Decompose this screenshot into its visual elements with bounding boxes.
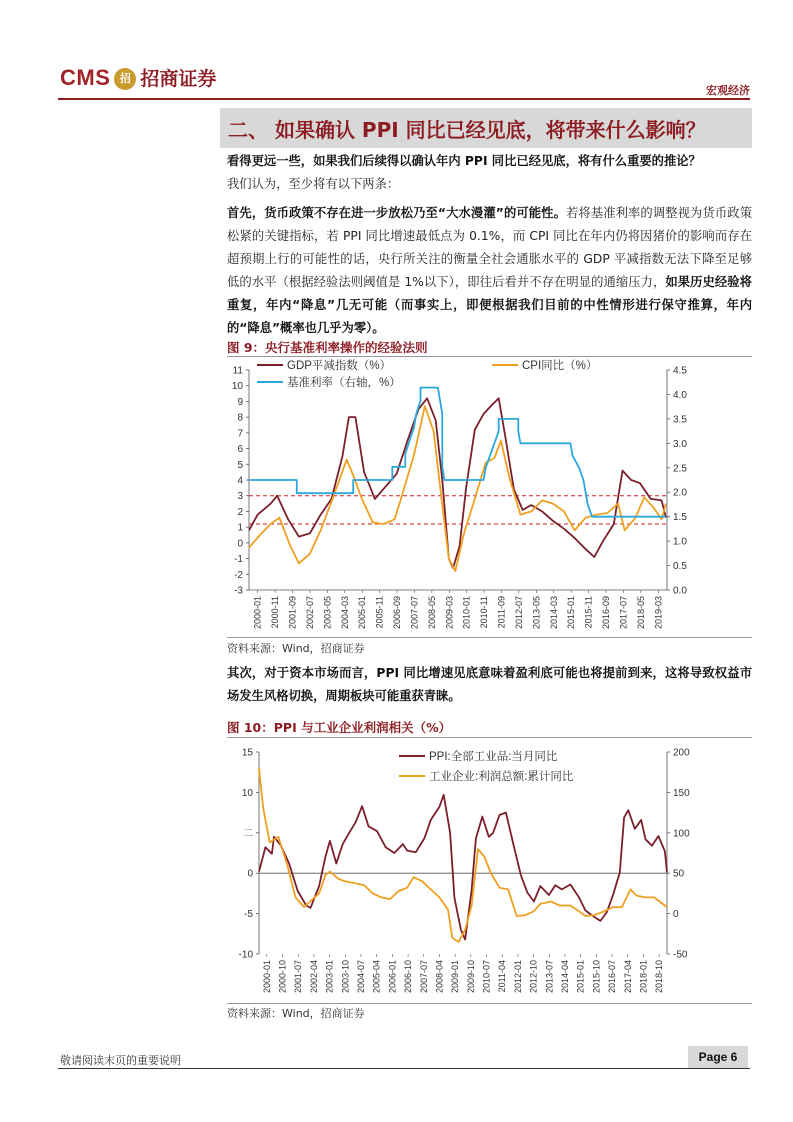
x-tick-label: 2000-01 xyxy=(261,960,272,994)
x-tick-label: 2005-01 xyxy=(357,596,368,630)
x-tick-label: 2001-07 xyxy=(293,960,304,994)
p2-bold2: 如果历史经验将重复，年内“降息”几无可能（而事实上，即便根据我们目前的中性情形进行保守推算，年内的“降息”概率也几乎为零）。 xyxy=(227,275,752,335)
x-tick-label: 2003-05 xyxy=(322,596,333,630)
left-tick-label: 0 xyxy=(247,868,253,880)
fig10-title: 图 10：PPI 与工业企业利润相关（%） xyxy=(227,720,452,735)
left-tick-label: 11 xyxy=(232,365,243,377)
legend-label: CPI同比（%） xyxy=(522,360,598,372)
right-tick-label: 150 xyxy=(673,787,690,799)
x-tick-label: 2007-07 xyxy=(418,960,429,994)
x-tick-label: 2018-10 xyxy=(654,960,665,994)
left-tick-label: 10 xyxy=(241,787,253,799)
x-tick-label: 2012-07 xyxy=(513,596,524,630)
right-tick-label: 0.0 xyxy=(673,585,687,597)
x-tick-label: 2016-07 xyxy=(607,960,618,994)
series-line xyxy=(249,388,666,517)
x-tick-label: 2015-01 xyxy=(575,960,586,994)
right-tick-label: 200 xyxy=(673,747,690,759)
left-tick-label: 4 xyxy=(237,475,243,487)
right-tick-label: 0.5 xyxy=(673,561,687,573)
series-line xyxy=(259,795,667,940)
right-tick-label: 100 xyxy=(673,828,690,840)
fig9-top-rule xyxy=(227,356,752,357)
x-tick-label: 2015-01 xyxy=(566,596,577,630)
section-title: 二、 如果确认 PPI 同比已经见底，将带来什么影响？ xyxy=(228,118,706,142)
right-tick-label: 1.0 xyxy=(673,536,687,548)
x-tick-label: 2000-10 xyxy=(277,960,288,994)
x-tick-label: 2009-03 xyxy=(444,596,455,630)
left-tick-label: 15 xyxy=(241,747,253,759)
x-tick-label: 2010-01 xyxy=(461,596,472,630)
left-tick-label: -3 xyxy=(234,585,243,597)
right-tick-label: 2.5 xyxy=(673,463,687,475)
company-logo xyxy=(60,64,216,91)
x-tick-label: 2019-03 xyxy=(653,596,664,630)
p1-rest: 我们认为，至少将有以下两条： xyxy=(227,177,400,191)
paragraph-3 xyxy=(227,662,752,708)
x-tick-label: 2008-04 xyxy=(434,960,445,994)
legend-label: GDP平减指数（%） xyxy=(287,360,392,372)
left-tick-label: -5 xyxy=(244,909,253,921)
right-tick-label: 2.0 xyxy=(673,487,687,499)
x-tick-label: 2011-09 xyxy=(496,596,507,629)
right-tick-label: -50 xyxy=(673,949,688,961)
footer-disclaimer: 敬请阅读末页的重要说明 xyxy=(60,1054,181,1067)
series-line xyxy=(249,406,666,571)
fig9-chart xyxy=(227,358,752,636)
x-tick-label: 2009-10 xyxy=(465,960,476,994)
header-divider xyxy=(58,98,750,100)
left-tick-label: 6 xyxy=(237,444,243,456)
x-tick-label: 2003-10 xyxy=(340,960,351,994)
x-tick-label: 2011-04 xyxy=(497,960,508,993)
left-tick-label: 2 xyxy=(237,506,243,518)
p1-bold: 看得更远一些，如果我们后续得以确认年内 PPI 同比已经见底，将有什么重要的推论？ xyxy=(227,154,701,168)
section-title-box xyxy=(220,108,752,148)
x-tick-label: 2013-07 xyxy=(544,960,555,994)
logo-text: CMS xyxy=(60,65,111,90)
logo-cn-text: 招商证券 xyxy=(140,68,217,90)
x-tick-label: 2006-10 xyxy=(403,960,414,994)
left-tick-label: 0 xyxy=(237,538,243,550)
x-tick-label: 2006-01 xyxy=(387,960,398,994)
left-tick-label: -2 xyxy=(234,569,243,581)
paragraph-1 xyxy=(227,150,752,196)
legend-label: 基准利率（右轴，%） xyxy=(287,377,401,389)
x-tick-label: 2017-07 xyxy=(618,596,629,630)
fig9-bottom-rule xyxy=(227,637,752,638)
x-tick-label: 2013-05 xyxy=(531,596,542,630)
x-tick-label: 2009-01 xyxy=(450,960,461,994)
paragraph-2 xyxy=(227,202,752,340)
right-tick-label: 4.0 xyxy=(673,389,687,401)
x-tick-label: 2010-11 xyxy=(479,596,490,629)
x-tick-label: 2016-09 xyxy=(601,596,612,630)
left-tick-label: -1 xyxy=(234,554,243,566)
x-tick-label: 2012-01 xyxy=(512,960,523,994)
x-tick-label: 2004-07 xyxy=(356,960,366,994)
x-tick-label: 2015-10 xyxy=(591,960,602,994)
fig10-bottom-rule xyxy=(227,1003,752,1004)
left-tick-label: 二 xyxy=(243,828,253,840)
right-tick-label: 1.5 xyxy=(673,512,687,524)
right-tick-label: 0 xyxy=(673,909,679,921)
fig9-source: 资料来源：Wind，招商证券 xyxy=(227,642,365,655)
x-tick-label: 2018-01 xyxy=(638,960,649,994)
x-tick-label: 2014-04 xyxy=(560,960,570,994)
p2-text: 若将基准利率的调整视为货币政策松紧的关键指标，若 PPI 同比增速最低点为 0.1%，而 CPI 同比在年内仍将因猪价的影响而存在超预期上行的可能性的话，央行所关注的衡量全社会通胀水平的 GDP 平减指数无法下降至足够低的水平（根据经验法则阈值是 1%以下），即往后看并不存在明显的通缩压力， xyxy=(227,206,752,289)
left-tick-label: 9 xyxy=(237,396,243,408)
footer-divider xyxy=(58,1068,750,1069)
left-tick-label: 3 xyxy=(237,491,243,503)
fig10-top-rule xyxy=(227,737,752,738)
left-tick-label: 1 xyxy=(237,522,243,534)
left-tick-label: 5 xyxy=(237,459,243,471)
x-tick-label: 2015-11 xyxy=(583,596,594,629)
x-tick-label: 2005-11 xyxy=(374,596,385,629)
right-tick-label: 3.0 xyxy=(673,438,687,450)
x-tick-label: 2010-07 xyxy=(481,960,492,994)
x-tick-label: 2005-04 xyxy=(371,960,382,994)
p3-bold: 其次，对于资本市场而言，PPI 同比增速见底意味着盈利底可能也将提前到来，这将导致权益市场发生风格切换，周期板块可能重获青睐。 xyxy=(227,666,752,703)
x-tick-label: 2004-03 xyxy=(339,596,350,630)
p2-bold: 首先，货币政策不存在进一步放松乃至“大水漫灌”的可能性。 xyxy=(227,206,566,220)
right-tick-label: 4.5 xyxy=(673,365,687,377)
x-tick-label: 2001-09 xyxy=(287,596,298,630)
x-tick-label: 2002-07 xyxy=(304,596,315,630)
series-line xyxy=(259,768,667,942)
series-line xyxy=(249,398,666,568)
x-tick-label: 2000-01 xyxy=(252,596,263,630)
right-tick-label: 3.5 xyxy=(673,414,687,426)
fig9-title: 图 9：央行基准利率操作的经验法则 xyxy=(227,340,428,355)
x-tick-label: 2000-11 xyxy=(270,596,281,629)
left-tick-label: 7 xyxy=(237,428,243,440)
legend-label: PPI:全部工业品:当月同比 xyxy=(429,751,558,763)
left-tick-label: -10 xyxy=(238,949,253,961)
x-tick-label: 2018-05 xyxy=(635,596,646,630)
x-tick-label: 2006-09 xyxy=(392,596,403,630)
x-tick-label: 2007-07 xyxy=(409,596,420,630)
x-tick-label: 2012-10 xyxy=(528,960,539,994)
x-tick-label: 2002-04 xyxy=(308,960,319,994)
right-tick-label: 50 xyxy=(673,868,685,880)
x-tick-label: 2008-05 xyxy=(426,596,437,630)
legend-label: 工业企业:利润总额:累计同比 xyxy=(429,771,574,783)
page-number: Page 6 xyxy=(688,1046,748,1068)
logo-seal-icon: 招 xyxy=(114,68,136,90)
left-tick-label: 8 xyxy=(237,412,243,424)
x-tick-label: 2014-03 xyxy=(548,596,559,630)
report-category: 宏观经济 xyxy=(706,84,750,97)
fig10-source: 资料来源：Wind，招商证券 xyxy=(227,1007,365,1020)
left-tick-label: 10 xyxy=(231,381,243,393)
x-tick-label: 2003-01 xyxy=(324,960,335,994)
fig10-chart xyxy=(227,740,752,1002)
x-tick-label: 2017-04 xyxy=(622,960,633,994)
